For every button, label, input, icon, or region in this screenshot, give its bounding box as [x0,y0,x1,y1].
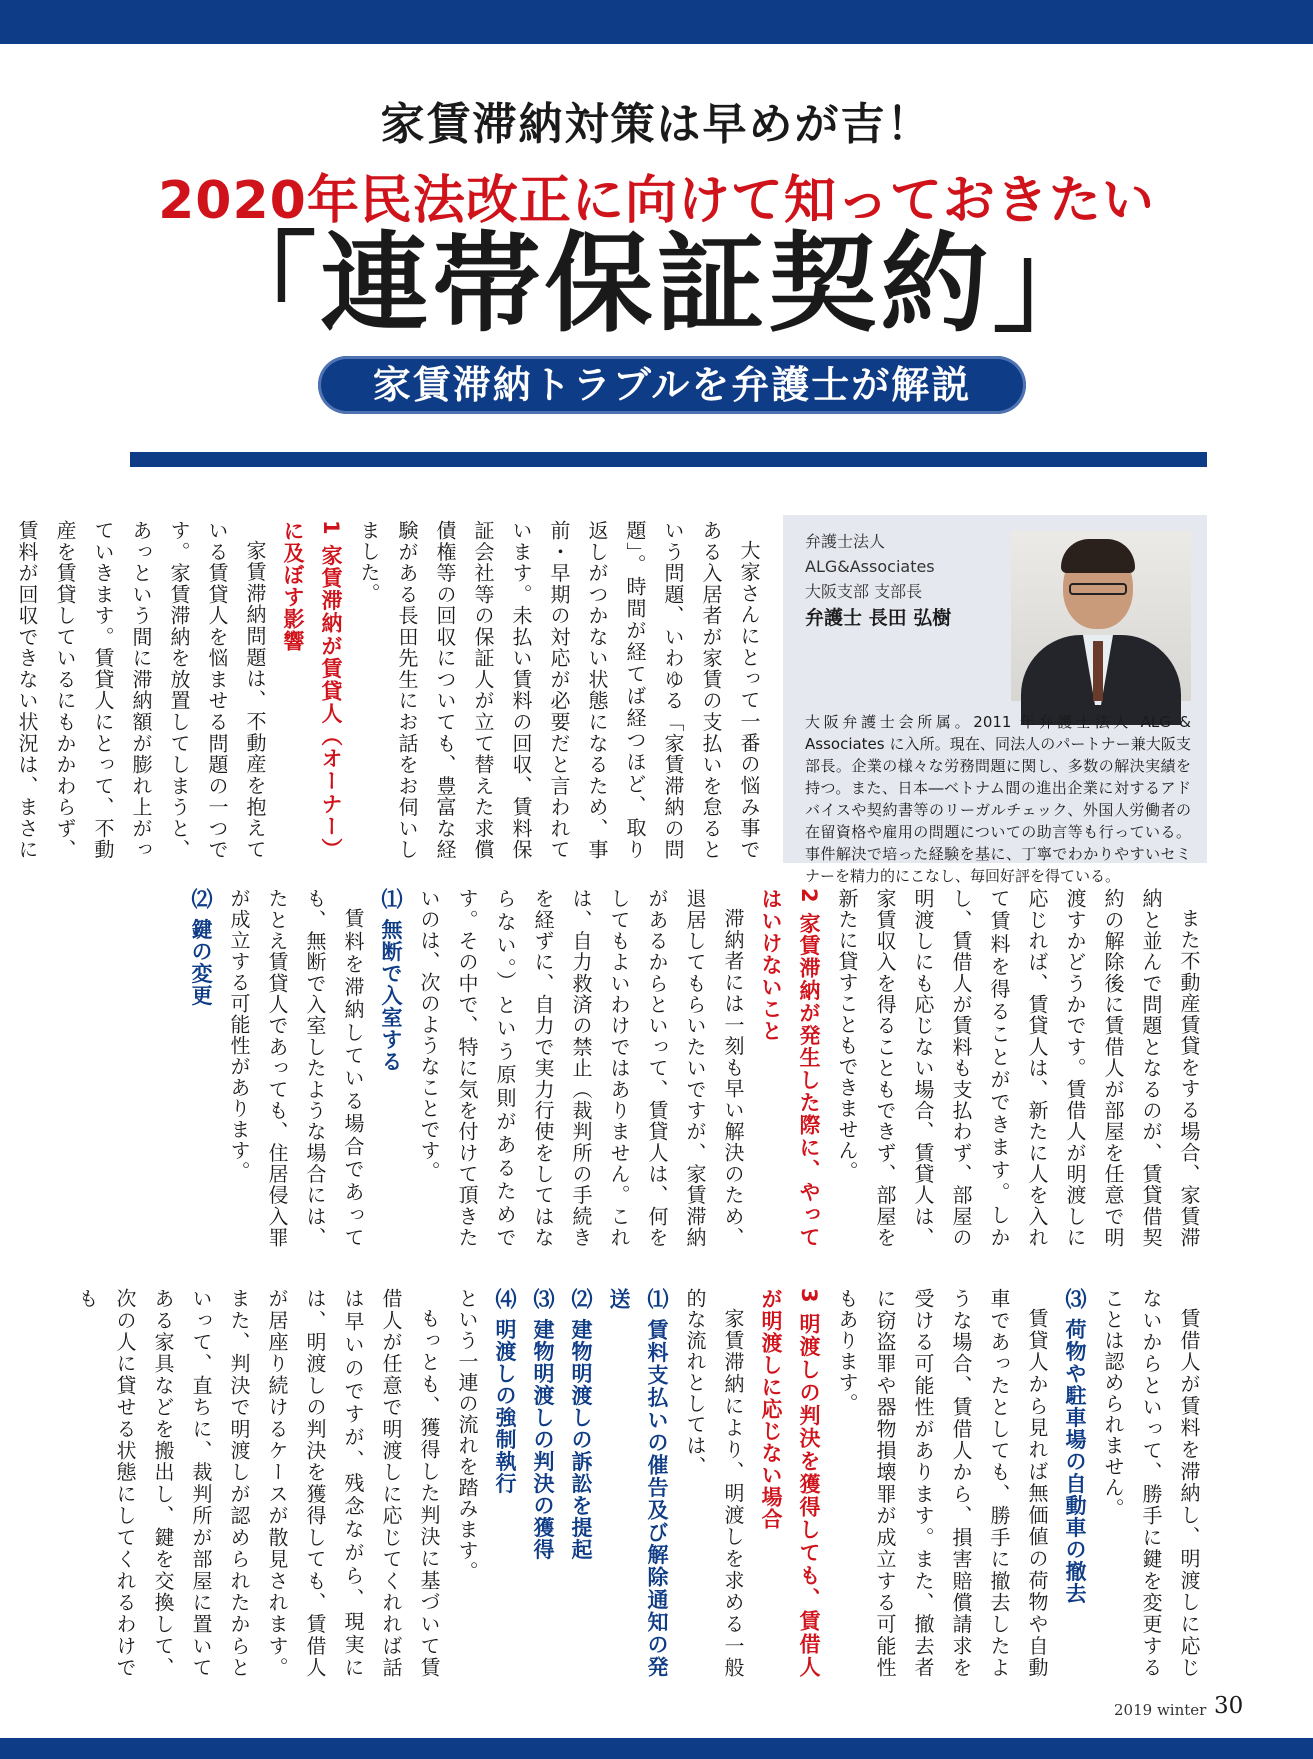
author-name: 弁護士 長田 弘樹 [805,607,952,629]
row2-text [118,888,1208,1248]
intro-paragraph: 大家さんにとって一番の悩み事である入居者が家賃の支払いを怠るという問題、いわゆる「家賃滞納の問題」。時間が経てば経つほど、取り返しがつかない状態になるため、事前・早期の対応が必要だと言われています。未払い賃料の回収、賃料保証会社等の保証人が立て替えた求償債権等の回収についても、豊富な経験がある長田先生にお話をお伺いしました。 [357,520,761,860]
header-rule [130,452,1207,467]
photo-hair [1061,539,1135,573]
sec3-heading: 3 明渡しの判決を獲得しても、賃借人が明渡しに応じない場合 [759,1288,821,1678]
sec2-body-1: 滞納者には一刻も早い解決のため、退居してもらいたいですが、家賃滞納があるからといって、賃貸人は、何をしてもよいわけではありません。これは、自力救済の禁止（裁判所の手続きを経ずに、自力で実力行使をしてはならない。）という原則があるためです。その中で、特に気を付けて頂きたいのは、次のようなことです。 [417,888,745,1248]
top-band [0,0,1313,44]
sec2-item2-body: 賃借人が賃料を滞納し、明渡しに応じないからといって、勝手に鍵を変更することは認められません。 [1101,1288,1201,1678]
issue-label: 2019 winter [1114,1701,1207,1719]
photo-tie [1093,641,1103,701]
pill-banner [318,356,1026,414]
pill-banner-text: 家賃滞納トラブルを弁護士が解説 [372,363,972,407]
row1-text [15,520,768,860]
main-title: 「連帯保証契約」 [208,222,1105,347]
sec1-body-2: また不動産賃貸をする場合、家賃滞納と並んで問題となるのが、賃貸借契約の解除後に賃借人が部屋を任意で明渡すかどうかです。賃借人が明渡しに応じれば、賃貸人は、新たに人を入れて賃料を得ることができます。しかし、賃借人が賃料も支払わず、部屋の明渡しにも応じない場合、賃貸人は、家賃収入を得ることもできず、部屋を新たに貸すこともできません。 [835,888,1201,1248]
page-number: 30 [1214,1693,1244,1719]
sec2-item3-body: 賃貸人から見れば無価値の荷物や自動車であったとしても、勝手に撤去したような場合、賃借人から、損害賠償請求を受ける可能性があります。また、撤去者に窃盗罪や器物損壊罪が成立する可能性もあります。 [835,1288,1049,1678]
author-org [805,529,935,604]
sec3-body-2: という一連の流れを踏みます。 [455,1288,479,1582]
sec3-body-3: もっとも、獲得した判決に基づいて賃借人が任意で明渡しに応じてくれれば話は早いのですが、残念ながら、現実には、明渡しの判決を獲得しても、賃借人が居座り続けるケースが散見されます。また、判決で明渡しが認められたからといって、直ちに、裁判所が部屋に置いてある家具などを搬出し、鍵を交換して、次の人に貸せる状態にしてくれるわけでも [75,1288,441,1678]
sec3-step-4: ⑷ 明渡しの強制執行 [493,1288,517,1495]
author-photo [1011,531,1191,701]
bottom-band [0,1738,1313,1759]
sec3-step-2: ⑵ 建物明渡しの訴訟を提起 [569,1288,593,1561]
sec2-item1-heading: ⑴ 無断で入室する [379,888,403,1073]
sec3-step-1: ⑴ 賃料支払いの催告及び解除通知の発送 [607,1288,669,1678]
row3-text [75,1288,1208,1678]
subtitle-red: 2020年民法改正に向けて知っておきたい [158,171,1155,231]
photo-glasses [1069,583,1127,595]
author-bio: 大阪弁護士会所属。2011 年弁護士法人 ALG & Associates に入所。現在、同法人のパートナー兼大阪支部長。企業の様々な労務問題に関し、多数の解決実績を持つ。また、日本―ベトナム間の進出企業に対するアドバイスや契約書等のリーガルチェック、外国人労働者の在留資格や雇用の問題についての助言等も行っている。事件解決で培った経験を基に、丁寧でわかりやすいセミナーを精力的にこなし、毎回好評を得ている。 [805,713,1191,885]
author-profile [783,515,1207,885]
sec2-heading: 2 家賃滞納が発生した際に、やってはいけないこと [759,888,821,1248]
sec2-item2-heading: ⑵ 鍵の変更 [189,888,213,1007]
org-line-1: 弁護士法人 [805,532,886,551]
sec2-item1-body: 賃料を滞納している場合であっても、無断で入室したような場合には、たとえ賃貸人であっても、住居侵入罪が成立する可能性があります。 [227,888,365,1248]
sec1-body-1: 家賃滞納問題は、不動産を抱えている賃貸人を悩ませる問題の一つです。家賃滞納を放置してしまうと、あっという間に滞納額が膨れ上がっていきます。賃貸人にとって、不動産を賃貸しているにもかかわらず、賃料が回収できない状況は、まさに [15,520,267,860]
sec3-body-1: 家賃滞納により、明渡しを求める一般的な流れとしては、 [683,1288,745,1678]
sec1-heading: 1 家賃滞納が賃貸人（オーナー）に及ぼす影響 [281,520,343,860]
sec2-item3-heading: ⑶ 荷物や駐車場の自動車の撤去 [1063,1288,1087,1605]
org-line-3: 大阪支部 支部長 [805,582,923,601]
org-line-2: ALG&Associates [805,557,935,576]
catch-headline: 家賃滞納対策は早めが吉！ [380,99,933,150]
sec3-step-3: ⑶ 建物明渡しの判決の獲得 [531,1288,555,1561]
